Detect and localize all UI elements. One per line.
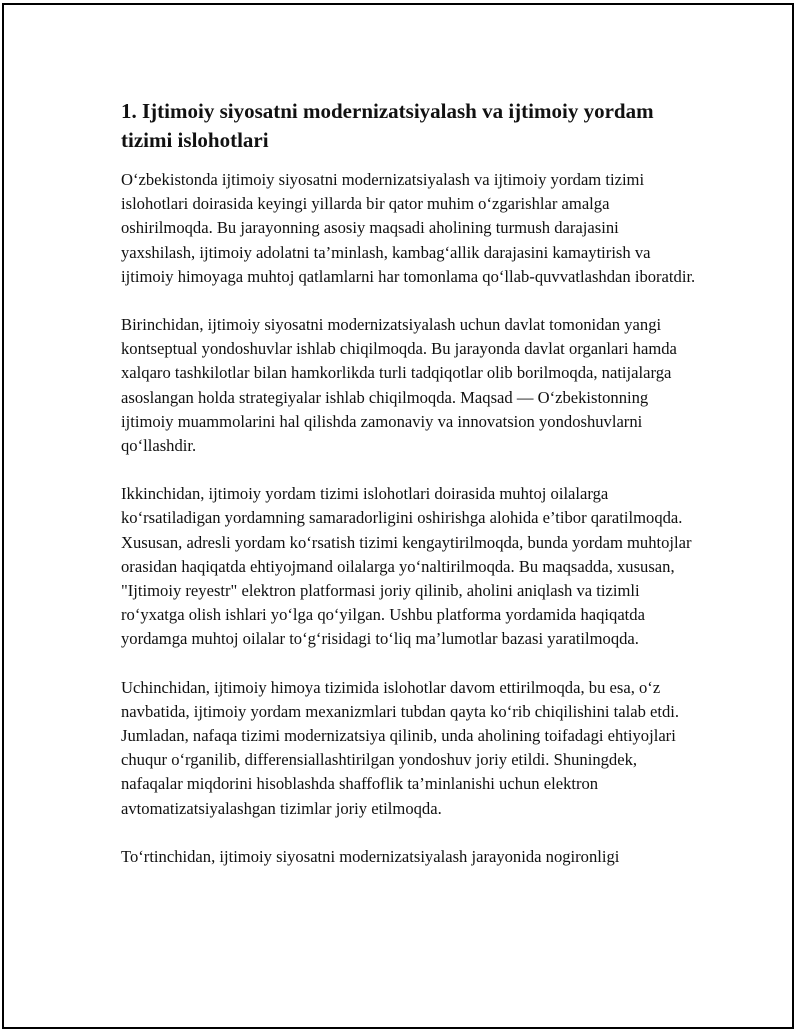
section-heading: 1. Ijtimoiy siyosatni modernizatsiyalash va ijtimoiy yordam tizimi islohotlari xyxy=(121,99,654,152)
page-frame xyxy=(2,3,794,1029)
paragraph-third: Uchinchidan, ijtimoiy himoya tizimida islohotlar davom ettirilmoqda, bu esa, o‘z navbatida, ijtimoiy yordam mexanizmlari tubdan qayta ko‘rib chiqilishini talab etdi. Jumladan, nafaqa tizimi modernizatsiya qilinib, unda aholining toifadagi ehtiyojlari chuqur o‘rganilib, differensiallashtirilgan yondoshuv joriy etildi. Shuningdek, nafaqalar miqdorini hisoblashda shaffoflik ta’minlanishi uchun elektron avtomatizatsiyalashgan tizimlar joriy etilmoqda. xyxy=(121,677,680,818)
document-body xyxy=(121,97,696,893)
paragraph-first: Birinchidan, ijtimoiy siyosatni modernizatsiyalash uchun davlat tomonidan yangi kontseptual yondoshuvlar ishlab chiqilmoqda. Bu jarayonda davlat organlari hamda xalqaro tashkilotlar bilan hamkorlikda turli tadqiqotlar olib borilmoqda, natijalarga asoslangan holda strategiyalar ishlab chiqilmoqda. Maqsad — O‘zbekistonning ijtimoiy muammolarini hal qilishda zamonaviy va innovatsion yondoshuvlarni qo‘llashdir. xyxy=(121,315,677,456)
paragraph-second: Ikkinchidan, ijtimoiy yordam tizimi islohotlari doirasida muhtoj oilalarga ko‘rsatiladigan yordamning samaradorligini oshirishga alohida e’tibor qaratilmoqda. Xususan, adresli yordam ko‘rsatish tizimi kengaytirilmoqda, bunda yordam muhtojlar orasidan haqiqatda ehtiyojmand oilalarga yo‘naltirilmoqda. Bu maqsadda, xususan, "Ijtimoiy reyestr" elektron platformasi joriy qilinib, aholini aniqlash va tizimli ro‘yxatga olish ishlari yo‘lga qo‘yilgan. Ushbu platforma yordamida haqiqatda yordamga muhtoj oilalar to‘g‘risidagi to‘liq ma’lumotlar bazasi yaratilmoqda. xyxy=(121,484,692,649)
paragraph-fourth: To‘rtinchidan, ijtimoiy siyosatni modernizatsiyalash jarayonida nogironligi xyxy=(121,846,620,866)
paragraph-intro: O‘zbekistonda ijtimoiy siyosatni modernizatsiyalash va ijtimoiy yordam tizimi islohotlari doirasida keyingi yillarda bir qator muhim o‘zgarishlar amalga oshirilmoqda. Bu jarayonning asosiy maqsadi aholining turmush darajasini yaxshilash, ijtimoiy adolatni ta’minlash, kambag‘allik darajasini kamaytirish va ijtimoiy himoyaga muhtoj qatlamlarni har tomonlama qo‘llab-quvvatlashdan iboratdir. xyxy=(121,170,696,286)
